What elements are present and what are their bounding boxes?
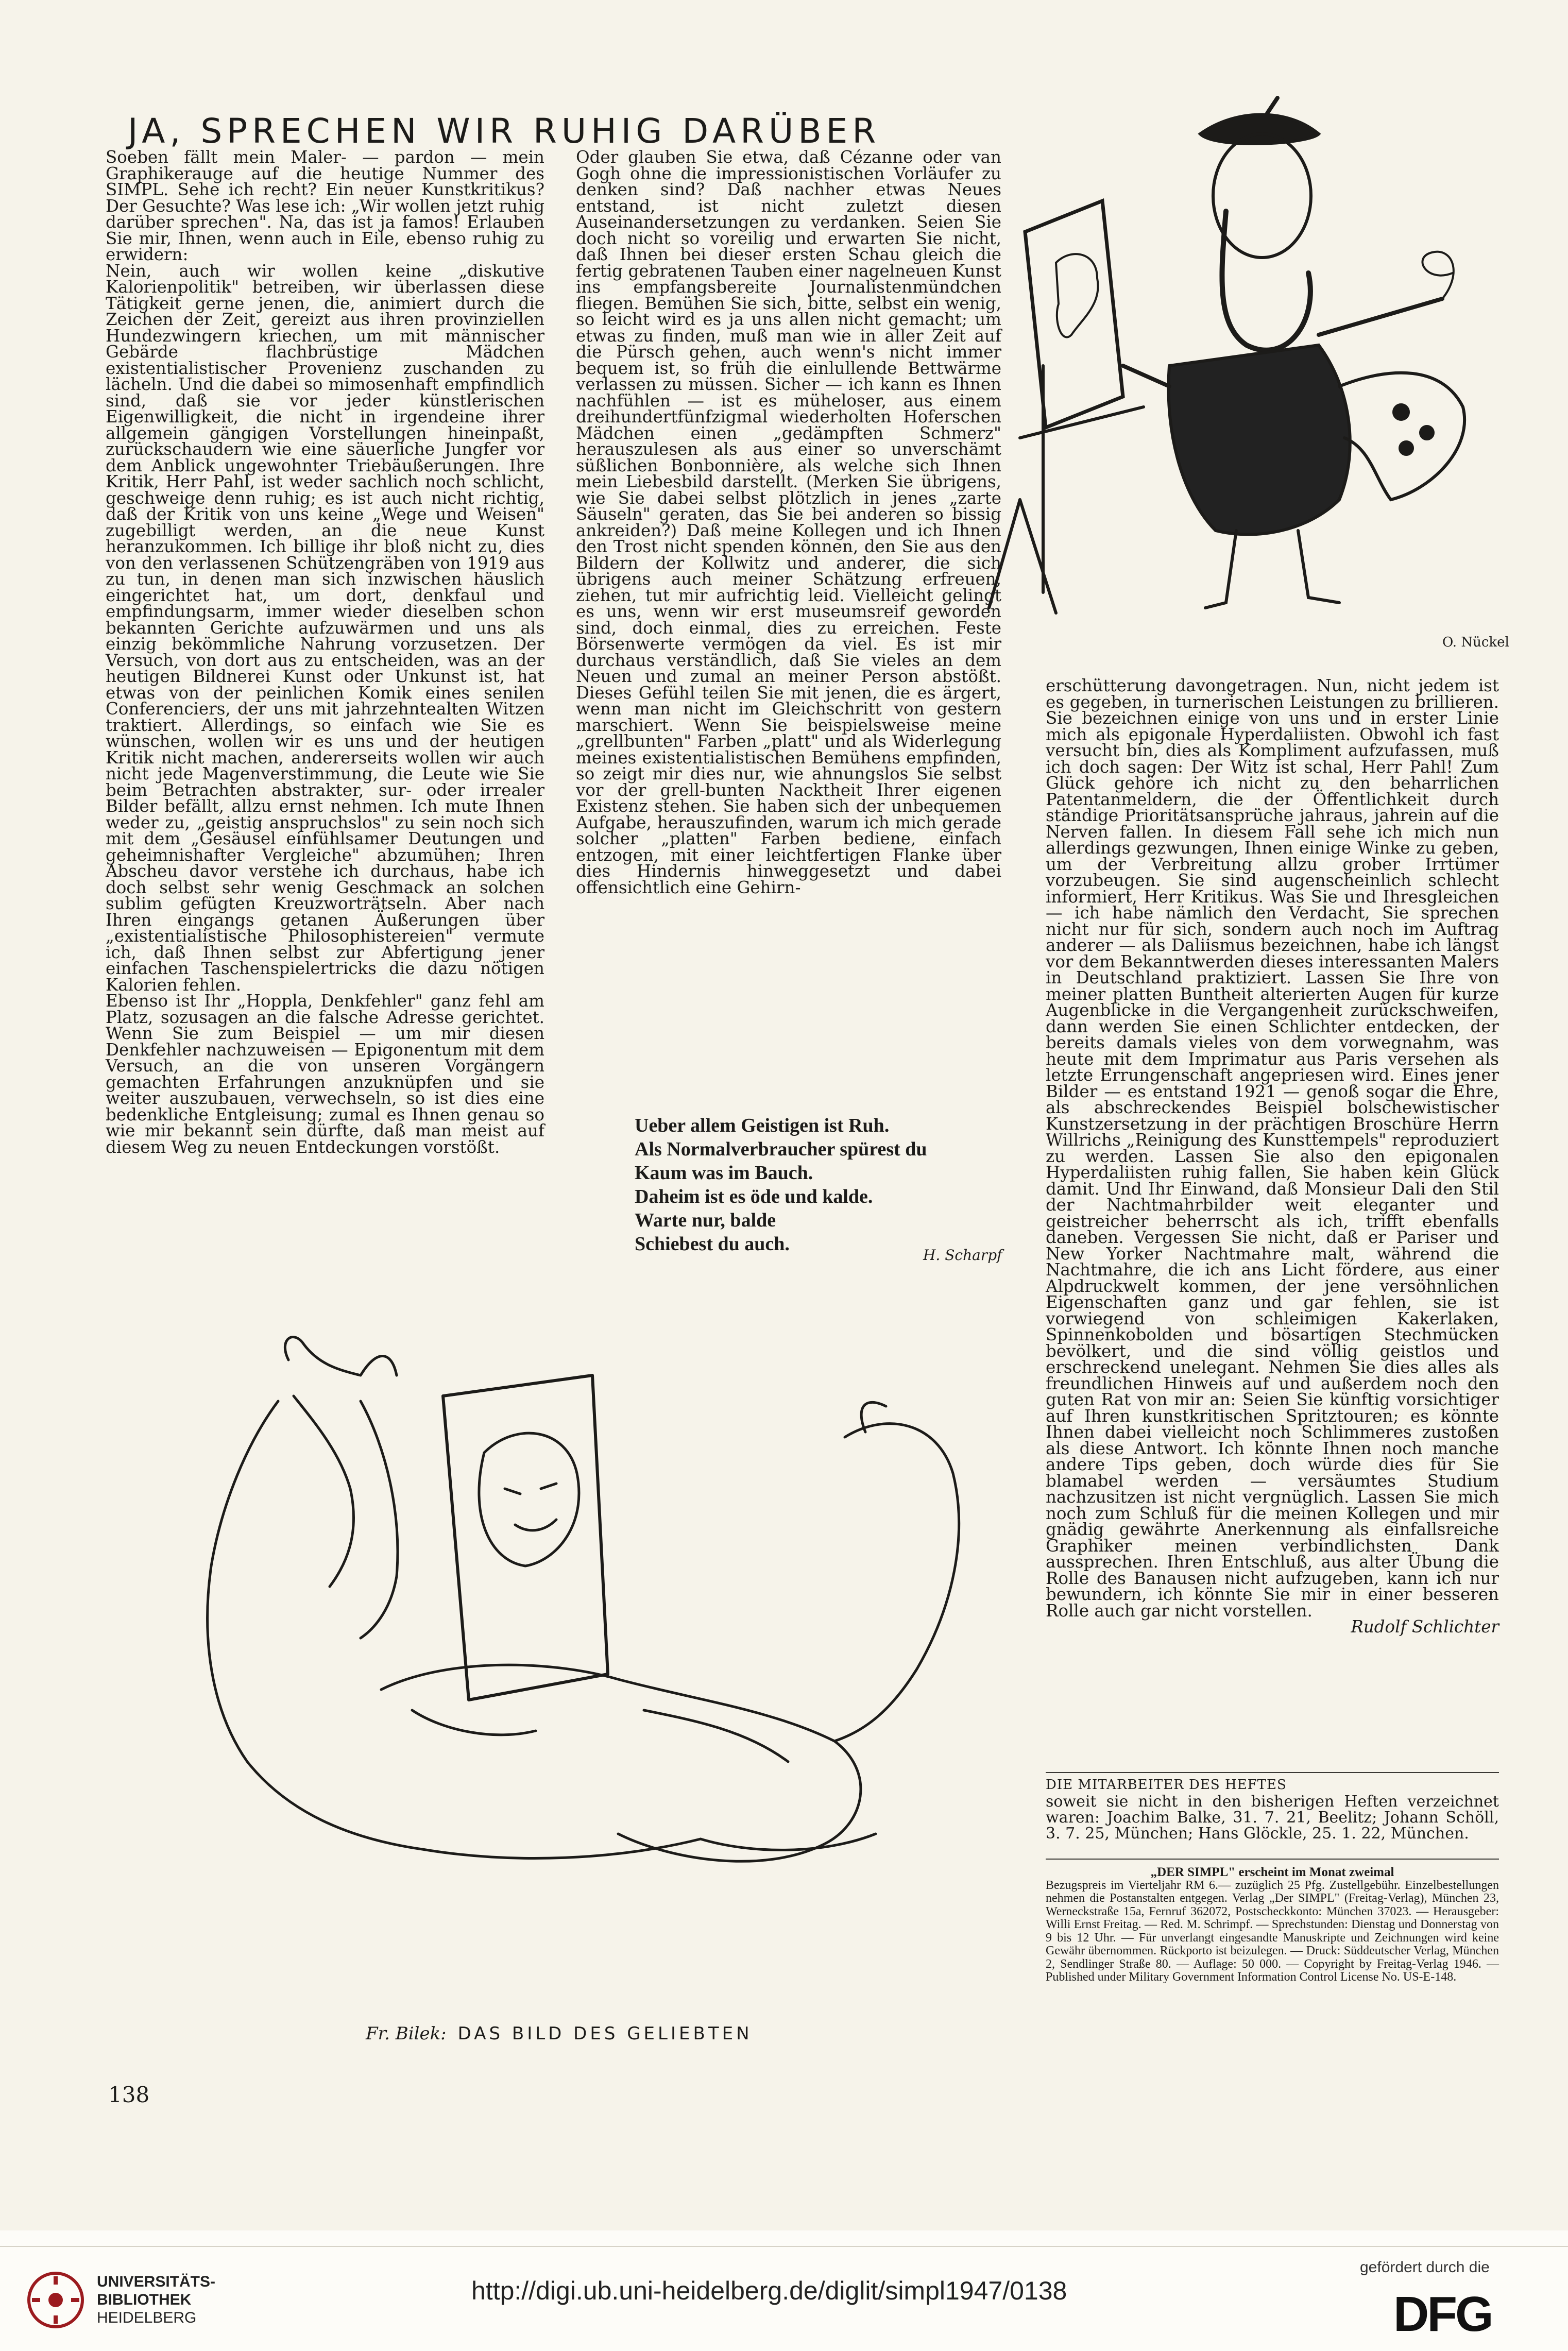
university-library-name	[97, 2273, 215, 2327]
article-title: JA, SPRECHEN WIR RUHIG DARÜBER	[128, 111, 881, 151]
cat-drawing-illustration	[155, 1319, 1030, 2004]
poem-line: Ueber allem Geistigen ist Ruh.	[635, 1115, 890, 1136]
divider	[1046, 1859, 1499, 1860]
library-name-line: UNIVERSITÄTS-	[97, 2273, 216, 2290]
painter-illustration-credit: O. Nückel	[1442, 635, 1509, 650]
university-library-logo-icon	[25, 2269, 87, 2331]
cat-illustration-artist: Fr. Bilek:	[366, 2023, 447, 2044]
poem-line: Warte nur, balde	[635, 1209, 776, 1231]
cat-illustration-title: DAS BILD DES GELIEBTEN	[457, 2023, 753, 2044]
imprint-box	[1046, 1866, 1499, 1984]
poem-line: Kaum was im Bauch.	[635, 1162, 813, 1184]
article-column-1	[106, 149, 544, 1155]
poem-line: Als Normalverbraucher spürest du	[635, 1138, 927, 1160]
painter-caricature-illustration	[948, 77, 1514, 634]
poem	[635, 1114, 949, 1256]
imprint-text: Bezugspreis im Vierteljahr RM 6.— zuzüglich 25 Pfg. Zustellgebühr. Einzelbestellungen nehmen die Postanstalten entgegen. Verlag „Der SIMPL" (Freitag-Verlag), München 23, Werneckstraße 15a, Fernruf 362072, Postscheckkonto: München 37023. — Herausgeber: Willi Ernst Freitag. — Red. M. Schrimpf. — Sprechstunden: Dienstag und Donnerstag von 9 bis 12 Uhr. — Für unverlangt eingesandte Manuskripte und Zeichnungen wird keine Gewähr übernommen. Rückporto ist beizulegen. — Druck: Süddeutscher Verlag, München 2, Sendlinger Straße 80. — Auflage: 50 000. — Copyright by Freitag-Verlag 1946. — Published under Military Government Information Control License No. US-E-148.	[1046, 1878, 1499, 1984]
page-number: 138	[108, 2082, 150, 2107]
funding-text: gefördert durch die	[1360, 2259, 1490, 2276]
col1-paragraph-3: Ebenso ist Ihr „Hoppla, Denkfehler" ganz fehl am Platz, sozusagen an die falsche Adresse gerichtet. Wenn Sie zum Beispiel — um mir diesen Denkfehler nachzuweisen — Epigonentum mit dem Versuch, an die von unseren Vorgängern gemachten Erfahrungen anzuknüpfen und sie weiter auszubauen, verwechseln, so ist dies eine bedenkliche Entgleisung; zumal es Ihnen genau so wie mir bekannt sein dürfte, daß man meist auf diesem Weg zu neuen Entdeckungen vorstößt.	[106, 991, 544, 1157]
cat-illustration-caption	[366, 2023, 753, 2044]
imprint-heading: „DER SIMPL" erscheint im Monat zweimal	[1150, 1865, 1394, 1879]
library-name-line: HEIDELBERG	[97, 2309, 197, 2326]
footer-divider	[0, 2246, 1568, 2247]
dfg-logo: DFG	[1393, 2287, 1492, 2342]
poem-author: H. Scharpf	[923, 1247, 1002, 1264]
contributors-text: soweit sie nicht in den bisherigen Heften verzeichnet waren: Joachim Balke, 31. 7. 21, Beelitz; Johann Schöll, 3. 7. 25, München; Hans Glöckle, 25. 1. 22, München.	[1046, 1793, 1499, 1843]
col1-paragraph-1: Soeben fällt mein Maler- — pardon — mein Graphikerauge auf die heutige Nummer des SIMPL. Sehe ich recht? Ein neuer Kunstkritikus? Der Gesuchte? Was lese ich: „Wir wollen jetzt ruhig darüber sprechen". Na, das ist ja famos! Erlauben Sie mir, Ihnen, wenn auch in Eile, ebenso ruhig zu erwidern:	[106, 147, 544, 264]
divider	[1046, 1772, 1499, 1773]
digital-copy-url-link[interactable]: http://digi.ub.uni-heidelberg.de/diglit/simpl1947/0138	[471, 2276, 1067, 2305]
col3-paragraph-1: erschütterung davongetragen. Nun, nicht jedem ist es gegeben, in turnerischen Leistungen zu brillieren. Sie bezeichnen einige von uns und in erster Linie mich als epigonale Hyperdaliisten. Obwohl ich fast versucht bin, dies als Kompliment aufzufassen, muß ich doch sagen: Der Witz ist schal, Herr Pahl! Zum Glück gehöre ich nicht zu den beharrlichen Patentanmeldern, die der Öffentlichkeit durch ständige Prioritätsansprüche jahraus, jahrein auf die Nerven fallen. In diesem Fall sehe ich mich nun allerdings gezwungen, Ihnen einige Winke zu geben, um der Verbreitung allzu grober Irrtümer vorzubeugen. Sie sind augenscheinlich schlecht informiert, Herr Kritikus. Was Sie und Ihresgleichen — ich habe nämlich den Verdacht, Sie sprechen nicht nur für sich, sondern auch noch im Auftrag anderer — als Daliismus bezeichnen, habe ich längst vor dem Bekanntwerden dieses interessanten Malers in Deutschland praktiziert. Lassen Sie Ihre von meiner platten Buntheit alterierten Augen für kurze Augenblicke in die Vergangenheit zurückschweifen, dann werden Sie einen Schlichter entdecken, der bereits damals vieles von dem vorwegnahm, was heute mit dem Imprimatur aus Paris versehen als letzte Errungenschaft angepriesen wird. Eines jener Bilder — es entstand 1921 — genoß sogar die Ehre, als abschreckendes Beispiel bolschewistischer Kunstzersetzung in der prächtigen Broschüre Herrn Willrichs „Reinigung des Kunsttempels" reproduziert zu werden. Lassen Sie also den epigonalen Hyperdaliisten ruhig fallen, Sie haben kein Glück damit. Und Ihr Einwand, daß Monsieur Dali den Stil der Nachtmahrbilder weit eleganter und geistreicher beherrscht als ich, trifft ebenfalls daneben. Vergessen Sie nicht, daß er Pariser und New Yorker Nachtmahre malt, während die Nachtmahre, die ich ans Licht fördere, aus einer Alpdruckwelt kommen, der jene versöhnlichen Eigenschaften ganz und gar fehlen, sie ist vorwiegend von schleimigen Kakerlaken, Spinnenkobolden und bösartigen Stechmücken bevölkert, und die sind völlig geistlos und erschreckend unelegant. Nehmen Sie dies alles als freundlichen Hinweis auf und außerdem noch den guten Rat von mir an: Seien Sie künftig vorsichtiger auf Ihren kunstkritischen Spritztouren; es könnte Ihnen dabei vielleicht noch Schlimmeres zustoßen als diese Antwort. Ich könnte Ihnen noch manche andere Tips geben, doch würde dies für Sie blamabel werden — versäumtes Studium nachzusitzen ist nicht vergnüglich. Lassen Sie mich noch zum Schluß für die meinen Kollegen und mir gnädig gewährte Anerkennung als einfallsreiche Graphiker meinen verbindlichsten Dank aussprechen. Ihren Entschluß, aus alter Übung die Rolle des Banausen nicht aufzugeben, kann ich nur bewundern, ich könnte Sie mir in einer besseren Rolle auch gar nicht vorstellen.	[1046, 676, 1499, 1621]
poem-line: Daheim ist es öde und kalde.	[635, 1186, 873, 1207]
col1-paragraph-2: Nein, auch wir wollen keine „diskutive Kalorienpolitik" betreiben, wir überlassen diese Tätigkeit gerne jenen, die, animiert durch die Zeichen der Zeit, gereizt aus ihren provinziellen Hundezwingern kriechen, um mit männischer Gebärde flachbrüstige Mädchen existentialistischer Provenienz zuschanden zu lächeln. Und die dabei so mimosenhaft empfindlich sind, daß sie vor jeder künstlerischen Eigenwilligkeit, die nicht in irgendeine ihrer allgemein gängigen Vorstellungen hineinpaßt, zurückschaudern wie eine säuerliche Jungfer vor dem Anblick ungewohnter Triebäußerungen. Ihre Kritik, Herr Pahl, ist weder sachlich noch schlicht, geschweige denn ruhig; es ist auch nicht richtig, daß der Kritik von uns keine „Wege und Weisen" zugebilligt werden, an die neue Kunst heranzukommen. Ich billige ihr bloß nicht zu, dies von den verlassenen Schützengräben von 1919 aus zu tun, in denen man sich inzwischen häuslich eingerichtet hat, um dort, denkfaul und empfindungsarm, immer wieder dieselben schon bekannten Gerichte aufzuwärmen und uns als einzig bekömmliche Nahrung vorzusetzen. Der Versuch, von dort aus zu entscheiden, was an der heutigen Bildnerei Kunst oder Unkunst ist, hat etwas von der peinlichen Komik eines senilen Conferenciers, der uns mit jahrzehntealten Witzen traktiert. Allerdings, so einfach wie Sie es wünschen, wollen wir es uns und der heutigen Kritik nicht machen, andererseits wollen wir auch nicht jede Magenverstimmung, die Leute wie Sie beim Betrachten abstrakter, sur- oder irrealer Bilder befällt, allzu ernst nehmen. Ich mute Ihnen weder zu, „geistig anspruchslos" zu sein noch sich mit dem „Gesäusel einfühlsamer Deutungen und geheimnishafter Vergleiche" abzumühen; Ihren Abscheu davor verstehe ich durchaus, habe ich doch selbst sehr wenig Geschmack an solchen sublim gefügten Kreuzworträtseln. Aber nach Ihren eingangs getanen Äußerungen über „existentialistische Philosophistereien" vermute ich, daß Ihnen selbst zur Abfertigung jener einfachen Taschenspielertricks die dazu nötigen Kalorien fehlen.	[106, 261, 544, 995]
article-column-3	[1046, 678, 1499, 1636]
library-name-line: BIBLIOTHEK	[97, 2291, 192, 2308]
article-signature: Rudolf Schlichter	[1351, 1617, 1499, 1637]
article-column-2	[576, 149, 1001, 896]
poem-line: Schiebest du auch.	[635, 1233, 790, 1255]
contributors-heading: DIE MITARBEITER DES HEFTES	[1046, 1777, 1287, 1793]
col2-paragraph-1: Oder glauben Sie etwa, daß Cézanne oder van Gogh ohne die impressionistischen Vorläufer zu denken sind? Daß nachher etwas Neues entstand, ist nicht zuletzt diesen Auseinandersetzungen zu verdanken. Seien Sie doch nicht so voreilig und erwarten Sie nicht, daß Ihnen bei dieser ersten Schau gleich die fertig gebratenen Tauben einer nagelneuen Kunst ins empfangsbereite Journalistenmündchen fliegen. Bemühen Sie sich, bitte, selbst ein wenig, so leicht wird es ja uns allen nicht gemacht; um etwas zu finden, muß man wie in aller Zeit auf die Pürsch gehen, auch wenn's nicht immer bequem ist, so früh die einlullende Bettwärme verlassen zu müssen. Sicher — ich kann es Ihnen nachfühlen — ist es müheloser, aus einem dreihundertfünfzigmal wiederholten Hoferschen Mädchen einen „gedämpften Schmerz" herauszulesen als aus einer so unverschämt süßlichen Bonbonnière, als welche sich Ihnen mein Liebesbild darstellt. (Merken Sie übrigens, wie Sie dabei selbst plötzlich in jenes „zarte Säuseln" geraten, das Sie bei anderen so bissig ankreiden?) Daß meine Kollegen und ich Ihnen den Trost nicht spenden können, den Sie aus den Bildern der Kollwitz und anderer, die sich übrigens auch meiner Schätzung erfreuen, ziehen, tut mir aufrichtig leid. Vielleicht gelingt es uns, wenn wir erst museumsreif geworden sind, doch einmal, dies zu erreichen. Feste Börsenwerte vermögen da viel. Es ist mir durchaus verständlich, daß Sie vieles an dem Neuen und zumal an meiner Person abstößt. Dieses Gefühl teilen Sie mit jenen, die es ärgert, wenn man nicht im Gleichschritt von gestern marschiert. Wenn Sie beispielsweise meine „grellbunten" Farben „platt" und als Widerlegung meines existentialistischen Bemühens empfinden, so zeigt mir dies nur, wie ahnungslos Sie selbst vor der grell-bunten Nacktheit Ihrer eigenen Existenz stehen. Sie haben sich der unbequemen Aufgabe, herauszufinden, warum ich mich gerade solcher „platten" Farben bediene, einfach entzogen, mit einer leichtfertigen Flanke über dies Hindernis hinweggesetzt und dabei offensichtlich eine Gehirn-	[576, 147, 1001, 897]
